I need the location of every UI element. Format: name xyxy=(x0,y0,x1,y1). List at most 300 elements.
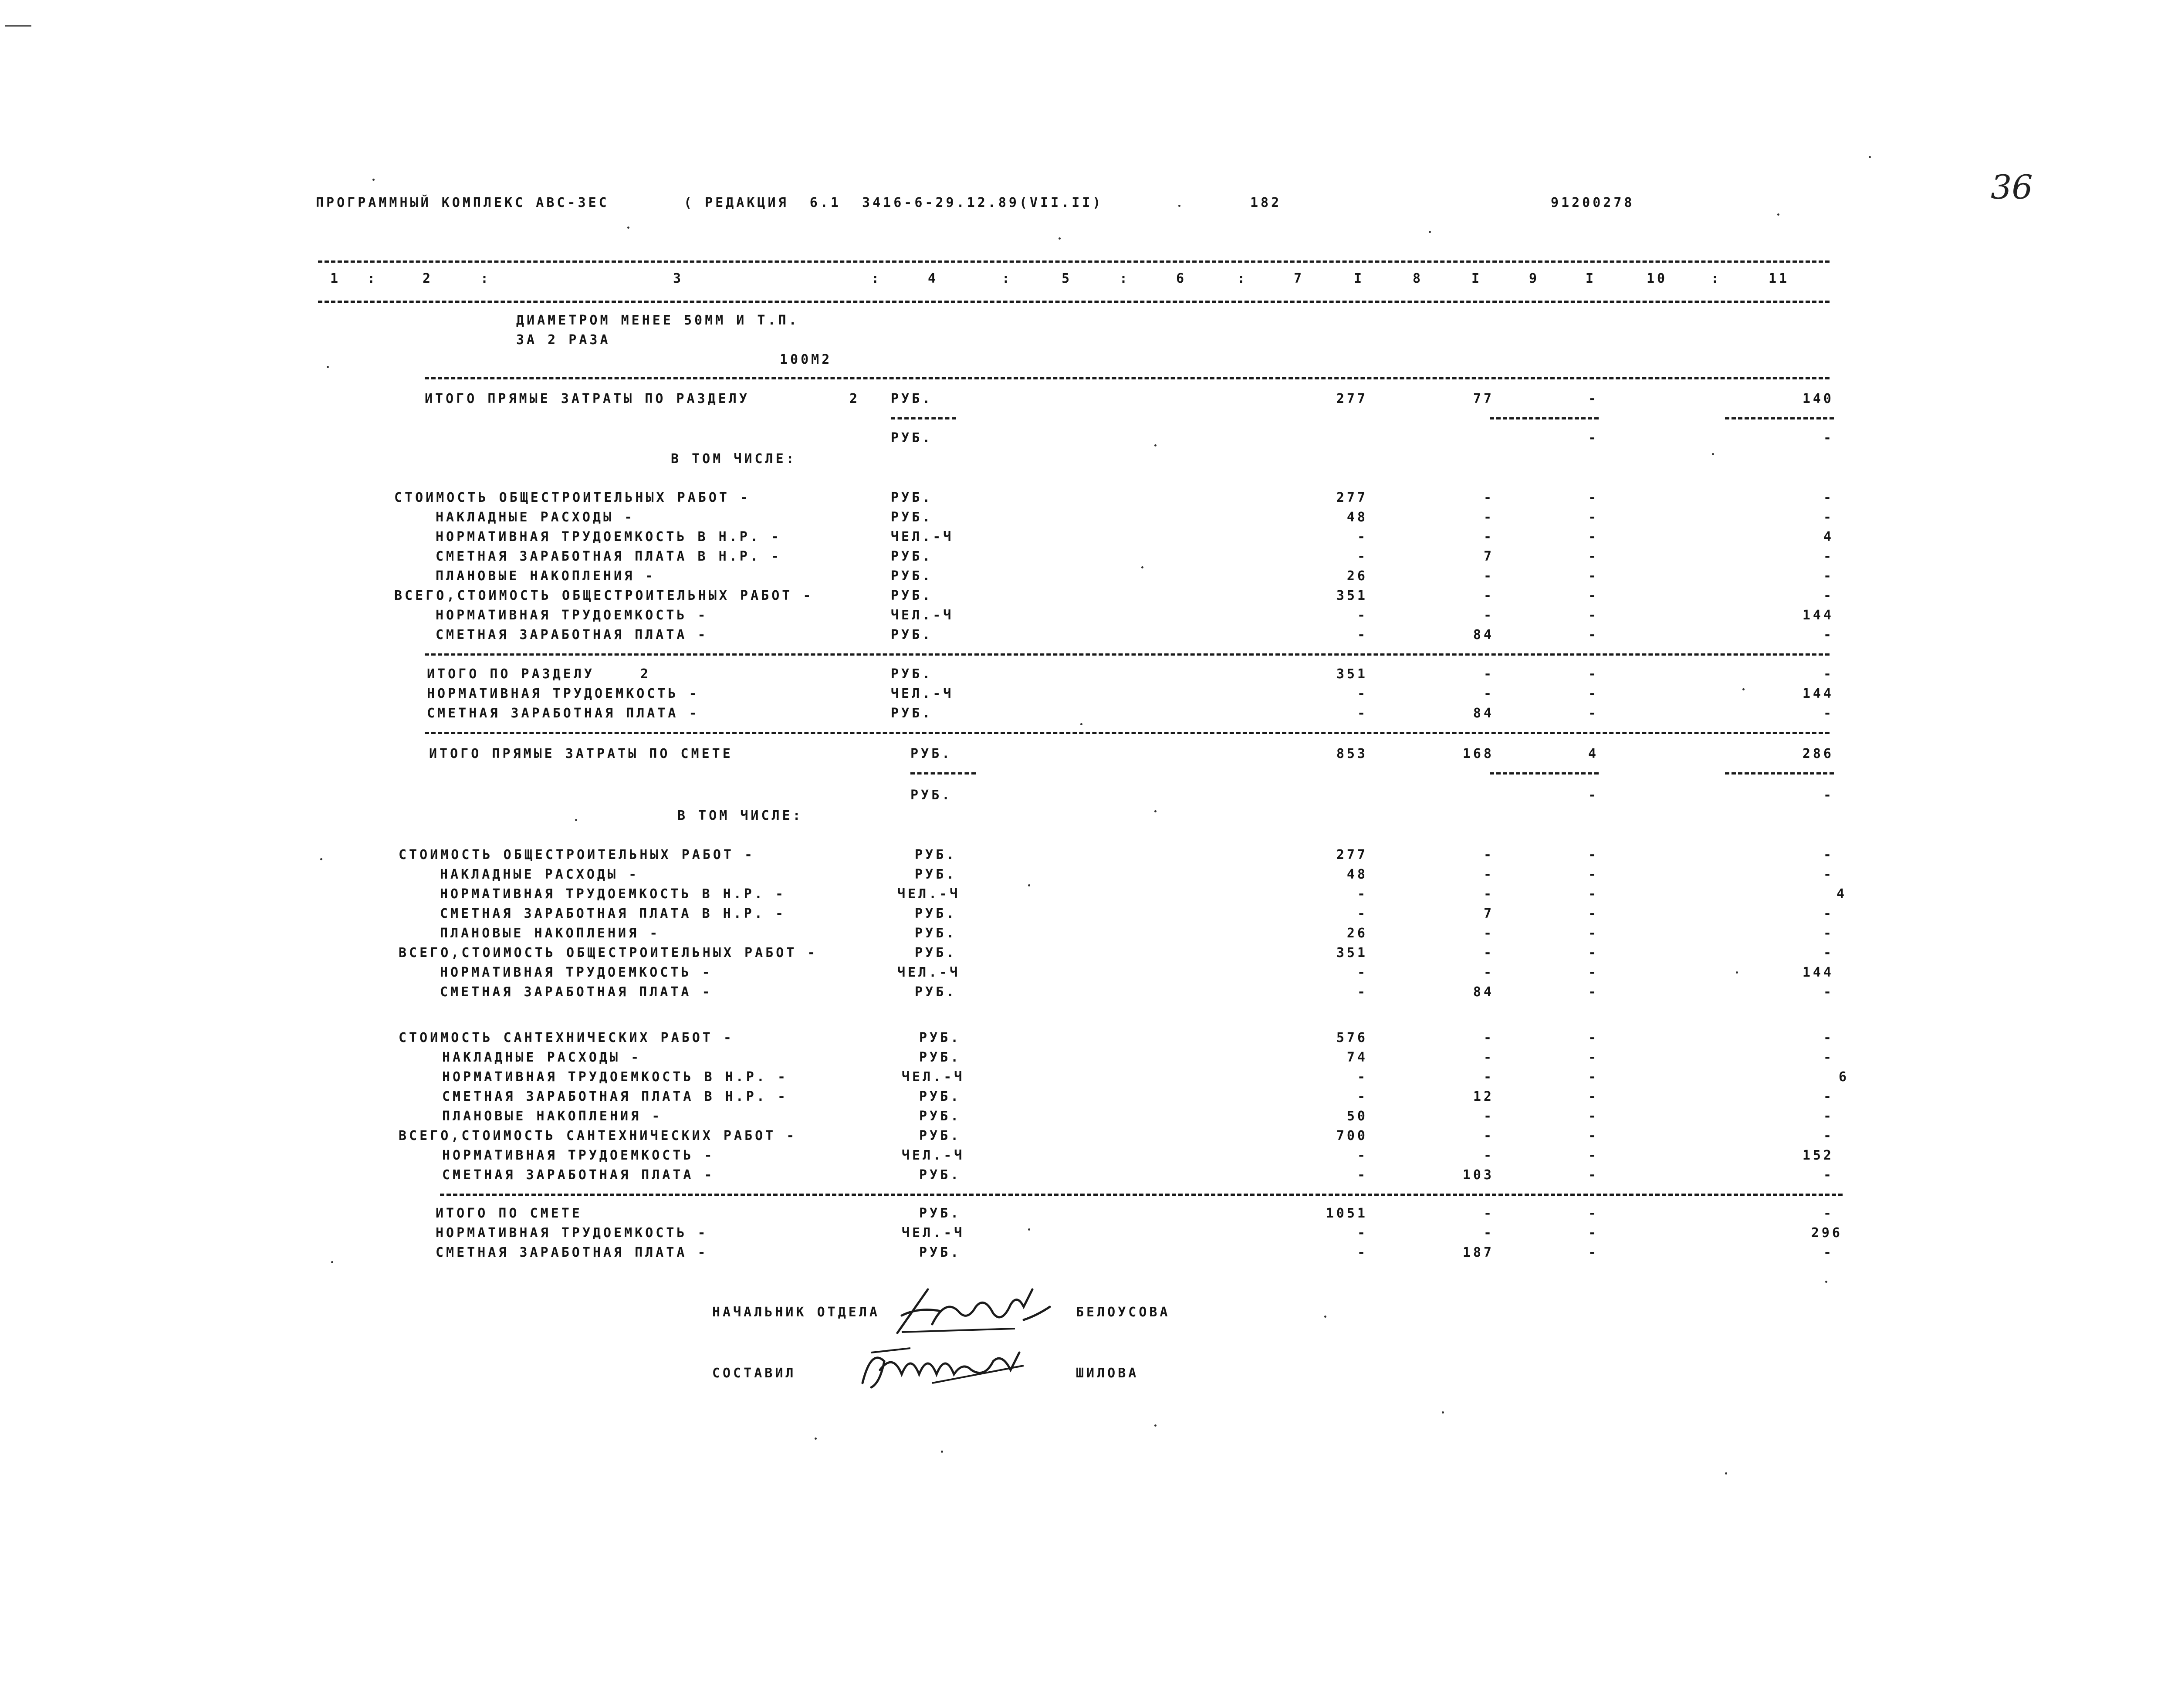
estimate-direct-unit-2: РУБ. xyxy=(910,788,953,803)
row-c9: - xyxy=(1588,568,1599,584)
head-of-department-name: БЕЛОУСОВА xyxy=(1076,1305,1170,1320)
row-c7: - xyxy=(1357,686,1368,701)
work-description-line1: ДИАМЕТРОМ МЕНЕЕ 50ММ И Т.П. xyxy=(516,313,799,328)
row-c9: - xyxy=(1588,686,1599,701)
scan-speck xyxy=(1777,213,1779,216)
work-description-line2: ЗА 2 РАЗА xyxy=(516,332,611,348)
scan-speck xyxy=(1442,1411,1444,1414)
row-unit: РУБ. xyxy=(891,706,933,721)
row-c8: - xyxy=(1483,529,1494,545)
compiler-name: ШИЛОВА xyxy=(1076,1366,1139,1381)
row-unit: РУБ. xyxy=(891,568,933,584)
unit-underline xyxy=(910,772,976,775)
row-unit: ЧЕЛ.-Ч xyxy=(902,1225,965,1241)
row-label: НОРМАТИВНАЯ ТРУДОЕМКОСТЬ В Н.Р. - xyxy=(440,886,786,902)
row-label: ВСЕГО,СТОИМОСТЬ САНТЕХНИЧЕСКИХ РАБОТ - xyxy=(399,1128,797,1143)
row-unit: РУБ. xyxy=(915,926,957,941)
row-unit: РУБ. xyxy=(919,1050,961,1065)
row-c9: - xyxy=(1588,1206,1599,1221)
row-c11: - xyxy=(1823,568,1834,584)
section-direct-unit: РУБ. xyxy=(891,391,933,406)
estimate-direct-c7: 853 xyxy=(1336,746,1368,761)
row-c9: - xyxy=(1588,549,1599,564)
row-label: НОРМАТИВНАЯ ТРУДОЕМКОСТЬ - xyxy=(440,965,713,980)
page-number: 182 xyxy=(1250,195,1282,210)
row-unit: РУБ. xyxy=(919,1089,961,1104)
row-c11: - xyxy=(1823,549,1834,564)
row-label: СМЕТНАЯ ЗАРАБОТНАЯ ПЛАТА - xyxy=(440,984,713,1000)
estimate-direct-unit: РУБ. xyxy=(910,746,953,761)
row-c8: 84 xyxy=(1473,984,1494,1000)
document-code: 91200278 xyxy=(1551,195,1635,210)
table-row xyxy=(0,965,2178,982)
scan-speck xyxy=(1028,1228,1030,1231)
rule-before-estimate-direct xyxy=(425,732,1830,734)
row-c8: 103 xyxy=(1462,1167,1494,1183)
row-c9: - xyxy=(1588,926,1599,941)
row-c7: 351 xyxy=(1336,945,1368,961)
rule-before-section-total xyxy=(425,653,1830,656)
row-c9: - xyxy=(1588,706,1599,721)
row-c8: - xyxy=(1483,1050,1494,1065)
row-c9: - xyxy=(1588,1050,1599,1065)
section-direct-c11: 140 xyxy=(1802,391,1834,406)
section-direct-c7: 277 xyxy=(1336,391,1368,406)
scan-speck xyxy=(1712,453,1714,455)
head-of-department-title: НАЧАЛЬНИК ОТДЕЛА xyxy=(712,1305,880,1320)
row-c7: - xyxy=(1357,906,1368,921)
row-c8: - xyxy=(1483,847,1494,862)
section-direct-number: 2 xyxy=(849,391,860,406)
table-row xyxy=(0,1128,2178,1146)
row-c11: - xyxy=(1823,1050,1834,1065)
estimate-direct-row xyxy=(0,746,2178,764)
row-c11: - xyxy=(1823,588,1834,603)
row-label: СТОИМОСТЬ ОБЩЕСТРОИТЕЛЬНЫХ РАБОТ - xyxy=(394,490,751,505)
row-c11: - xyxy=(1823,510,1834,525)
header-top-rule xyxy=(318,260,1830,263)
row-unit: РУБ. xyxy=(919,1109,961,1124)
program-name: ПРОГРАММНЫЙ КОМПЛЕКС АВС-ЗЕС xyxy=(316,195,609,210)
row-c11: 6 xyxy=(1838,1069,1849,1085)
col-header-11: 11 xyxy=(1769,271,1790,286)
row-c9: - xyxy=(1588,906,1599,921)
row-unit: РУБ. xyxy=(891,490,933,505)
estimate-direct-c11: 286 xyxy=(1802,746,1834,761)
scan-speck xyxy=(1141,566,1143,568)
row-label: НОРМАТИВНАЯ ТРУДОЕМКОСТЬ В Н.Р. - xyxy=(442,1069,788,1085)
row-c11: 4 xyxy=(1836,886,1847,902)
row-unit: РУБ. xyxy=(919,1167,961,1183)
row-label: СМЕТНАЯ ЗАРАБОТНАЯ ПЛАТА В Н.Р. - xyxy=(440,906,786,921)
row-label: ВСЕГО,СТОИМОСТЬ ОБЩЕСТРОИТЕЛЬНЫХ РАБОТ - xyxy=(394,588,814,603)
row-c11: - xyxy=(1823,1167,1834,1183)
row-c9: - xyxy=(1588,510,1599,525)
table-row xyxy=(0,926,2178,943)
row-c11: 4 xyxy=(1823,529,1834,545)
c11-underline xyxy=(1725,417,1834,419)
row-label: СМЕТНАЯ ЗАРАБОТНАЯ ПЛАТА В Н.Р. - xyxy=(436,549,782,564)
row-c7: - xyxy=(1357,1148,1368,1163)
table-row xyxy=(0,1069,2178,1087)
scan-speck xyxy=(327,366,329,368)
col-header-10: 10 xyxy=(1647,271,1668,286)
row-c11: - xyxy=(1823,847,1834,862)
row-unit: ЧЕЛ.-Ч xyxy=(897,886,960,902)
row-c8: 7 xyxy=(1483,549,1494,564)
row-c11: - xyxy=(1823,666,1834,682)
table-row xyxy=(0,1148,2178,1165)
row-label: СТОИМОСТЬ ОБЩЕСТРОИТЕЛЬНЫХ РАБОТ - xyxy=(399,847,755,862)
row-label: НОРМАТИВНАЯ ТРУДОЕМКОСТЬ В Н.Р. - xyxy=(436,529,782,545)
row-c9: - xyxy=(1588,588,1599,603)
scan-speck xyxy=(941,1451,943,1453)
table-row xyxy=(0,1030,2178,1048)
table-row xyxy=(0,906,2178,923)
row-c11: - xyxy=(1823,984,1834,1000)
row-c11: 144 xyxy=(1802,608,1834,623)
col-header-8: 8 xyxy=(1413,271,1424,286)
col-sep: : xyxy=(1119,271,1130,286)
row-c11: - xyxy=(1823,926,1834,941)
scan-speck xyxy=(1028,884,1030,886)
row-unit: РУБ. xyxy=(891,627,933,643)
scan-speck xyxy=(815,1437,817,1440)
scan-speck xyxy=(1178,205,1180,207)
table-row xyxy=(0,529,2178,547)
row-c11: 296 xyxy=(1811,1225,1843,1241)
row-c7: - xyxy=(1357,1225,1368,1241)
estimate-direct-c9b: - xyxy=(1588,788,1599,803)
row-c9: - xyxy=(1588,965,1599,980)
row-c7: - xyxy=(1357,965,1368,980)
row-c8: - xyxy=(1483,1069,1494,1085)
row-c11: 152 xyxy=(1802,1148,1834,1163)
estimate-direct-c8: 168 xyxy=(1462,746,1494,761)
row-label: ИТОГО ПО РАЗДЕЛУ xyxy=(427,666,595,682)
table-row xyxy=(0,549,2178,566)
table-row xyxy=(0,984,2178,1002)
row-c7: - xyxy=(1357,1245,1368,1260)
scan-speck xyxy=(320,858,322,860)
col-header-9: 9 xyxy=(1529,271,1540,286)
row-unit: РУБ. xyxy=(915,945,957,961)
table-row xyxy=(0,886,2178,904)
row-c8: - xyxy=(1483,867,1494,882)
row-label: НОРМАТИВНАЯ ТРУДОЕМКОСТЬ - xyxy=(436,1225,708,1241)
row-c8: 7 xyxy=(1483,906,1494,921)
row-unit: РУБ. xyxy=(891,510,933,525)
scan-speck xyxy=(575,819,577,821)
row-label: СМЕТНАЯ ЗАРАБОТНАЯ ПЛАТА - xyxy=(442,1167,715,1183)
estimate-direct-c11b: - xyxy=(1823,788,1834,803)
row-c8: - xyxy=(1483,686,1494,701)
col-sep: : xyxy=(871,271,882,286)
table-row xyxy=(0,588,2178,605)
row-c11: - xyxy=(1823,1245,1834,1260)
scan-speck xyxy=(1736,971,1738,974)
row-extra: 2 xyxy=(640,666,651,682)
row-c9: - xyxy=(1588,627,1599,643)
row-c8: - xyxy=(1483,1225,1494,1241)
row-unit: ЧЕЛ.-Ч xyxy=(891,686,954,701)
row-label: НОРМАТИВНАЯ ТРУДОЕМКОСТЬ - xyxy=(436,608,708,623)
row-c11: - xyxy=(1823,1089,1834,1104)
table-row xyxy=(0,1167,2178,1185)
row-c9: - xyxy=(1588,867,1599,882)
row-unit: РУБ. xyxy=(919,1206,961,1221)
work-unit: 100М2 xyxy=(780,352,832,367)
row-c9: - xyxy=(1588,1089,1599,1104)
c9-underline xyxy=(1490,772,1599,775)
row-unit: ЧЕЛ.-Ч xyxy=(891,608,954,623)
table-row xyxy=(0,490,2178,507)
section-direct-unit-2: РУБ. xyxy=(891,430,933,446)
block-plumbing xyxy=(0,1030,2178,1187)
rule-before-estimate-total xyxy=(440,1194,1843,1196)
table-row xyxy=(0,847,2178,865)
row-unit: РУБ. xyxy=(891,549,933,564)
section-direct-c8: 77 xyxy=(1473,391,1494,406)
row-c7: 1051 xyxy=(1326,1206,1368,1221)
row-c11: - xyxy=(1823,490,1834,505)
row-c9: - xyxy=(1588,847,1599,862)
corner-mark xyxy=(5,25,31,27)
row-c9: - xyxy=(1588,490,1599,505)
row-c8: - xyxy=(1483,1109,1494,1124)
row-c11: - xyxy=(1823,706,1834,721)
row-c11: - xyxy=(1823,867,1834,882)
unit-underline xyxy=(891,417,956,419)
col-header-7: 7 xyxy=(1294,271,1305,286)
col-header-2: 2 xyxy=(423,271,433,286)
table-row xyxy=(0,867,2178,884)
block-general-1 xyxy=(0,490,2178,647)
row-c9: - xyxy=(1588,1109,1599,1124)
row-label: СМЕТНАЯ ЗАРАБОТНАЯ ПЛАТА В Н.Р. - xyxy=(442,1089,788,1104)
row-c8: - xyxy=(1483,886,1494,902)
col-sep: : xyxy=(367,271,378,286)
scan-speck xyxy=(627,227,629,229)
scan-speck xyxy=(1869,156,1871,158)
c9-underline xyxy=(1490,417,1599,419)
edition-info: ( РЕДАКЦИЯ 6.1 3416-6-29.12.89(VII.II) xyxy=(684,195,1103,210)
table-row xyxy=(0,945,2178,963)
scan-speck xyxy=(1825,1281,1827,1283)
row-c7: 48 xyxy=(1346,510,1368,525)
row-c7: - xyxy=(1357,529,1368,545)
col-header-3: 3 xyxy=(673,271,684,286)
row-unit: РУБ. xyxy=(919,1030,961,1045)
row-c9: - xyxy=(1588,1167,1599,1183)
row-label: НАКЛАДНЫЕ РАСХОДЫ - xyxy=(436,510,635,525)
rule-before-section-direct xyxy=(425,377,1830,379)
head-signature xyxy=(893,1281,1059,1342)
row-unit: ЧЕЛ.-Ч xyxy=(891,529,954,545)
scan-speck xyxy=(1742,688,1745,690)
row-c7: - xyxy=(1357,886,1368,902)
section-direct-c9b: - xyxy=(1588,430,1599,446)
table-row xyxy=(0,608,2178,625)
row-c7: 50 xyxy=(1346,1109,1368,1124)
row-c11: - xyxy=(1823,1109,1834,1124)
row-c11: - xyxy=(1823,627,1834,643)
section-direct-label: ИТОГО ПРЯМЫЕ ЗАТРАТЫ ПО РАЗДЕЛУ xyxy=(425,391,750,406)
row-label: СТОИМОСТЬ САНТЕХНИЧЕСКИХ РАБОТ - xyxy=(399,1030,734,1045)
row-c11: - xyxy=(1823,1128,1834,1143)
c11-underline xyxy=(1725,772,1834,775)
compiler-title: СОСТАВИЛ xyxy=(712,1366,796,1381)
row-c8: - xyxy=(1483,608,1494,623)
section-direct-c11b: - xyxy=(1823,430,1834,446)
section-direct-row-2 xyxy=(0,430,2178,448)
row-c7: - xyxy=(1357,1069,1368,1085)
row-unit: РУБ. xyxy=(919,1128,961,1143)
section-direct-row xyxy=(0,391,2178,409)
row-c9: - xyxy=(1588,666,1599,682)
row-c8: - xyxy=(1483,1128,1494,1143)
row-c8: - xyxy=(1483,510,1494,525)
row-c9: - xyxy=(1588,1030,1599,1045)
row-c8: 84 xyxy=(1473,627,1494,643)
row-c8: - xyxy=(1483,945,1494,961)
row-c8: - xyxy=(1483,666,1494,682)
col-header-5: 5 xyxy=(1062,271,1072,286)
estimate-direct-label: ИТОГО ПРЯМЫЕ ЗАТРАТЫ ПО СМЕТЕ xyxy=(429,746,733,761)
column-header-row xyxy=(0,271,2178,288)
row-c9: - xyxy=(1588,1069,1599,1085)
row-unit: ЧЕЛ.-Ч xyxy=(897,965,960,980)
scan-speck xyxy=(331,1261,333,1263)
row-c8: - xyxy=(1483,588,1494,603)
row-c7: 351 xyxy=(1336,588,1368,603)
col-sep: I xyxy=(1471,271,1482,286)
row-label: ПЛАНОВЫЕ НАКОПЛЕНИЯ - xyxy=(442,1109,663,1124)
estimate-direct-row-2 xyxy=(0,788,2178,805)
row-c7: 351 xyxy=(1336,666,1368,682)
header-bottom-rule xyxy=(318,301,1830,303)
row-label: НАКЛАДНЫЕ РАСХОДЫ - xyxy=(442,1050,642,1065)
row-c7: 26 xyxy=(1346,568,1368,584)
row-c9: - xyxy=(1588,984,1599,1000)
row-c8: 187 xyxy=(1462,1245,1494,1260)
row-c9: - xyxy=(1588,945,1599,961)
scan-speck xyxy=(1059,237,1061,240)
table-row xyxy=(0,568,2178,586)
row-label: СМЕТНАЯ ЗАРАБОТНАЯ ПЛАТА - xyxy=(436,1245,708,1260)
in-that-number-1: В ТОМ ЧИСЛЕ: xyxy=(671,451,797,467)
row-c9: - xyxy=(1588,1128,1599,1143)
in-that-number-2: В ТОМ ЧИСЛЕ: xyxy=(677,808,803,823)
col-header-6: 6 xyxy=(1176,271,1187,286)
row-c8: - xyxy=(1483,490,1494,505)
row-c9: - xyxy=(1588,1245,1599,1260)
section-total-block xyxy=(0,666,2178,727)
table-row xyxy=(0,1050,2178,1067)
row-c7: 26 xyxy=(1346,926,1368,941)
table-row xyxy=(0,1089,2178,1106)
scan-speck xyxy=(372,179,375,181)
row-c7: - xyxy=(1357,627,1368,643)
row-c11: 144 xyxy=(1802,965,1834,980)
row-c8: 12 xyxy=(1473,1089,1494,1104)
row-c9: - xyxy=(1588,886,1599,902)
row-label: СМЕТНАЯ ЗАРАБОТНАЯ ПЛАТА - xyxy=(436,627,708,643)
table-row xyxy=(0,1225,2178,1243)
row-c7: - xyxy=(1357,1167,1368,1183)
row-unit: РУБ. xyxy=(915,984,957,1000)
col-sep: : xyxy=(1237,271,1248,286)
row-label: ИТОГО ПО СМЕТЕ xyxy=(436,1206,582,1221)
row-c8: - xyxy=(1483,1206,1494,1221)
row-c7: - xyxy=(1357,1089,1368,1104)
row-label: ПЛАНОВЫЕ НАКОПЛЕНИЯ - xyxy=(436,568,656,584)
col-sep: : xyxy=(1002,271,1013,286)
table-row xyxy=(0,686,2178,703)
row-c8: - xyxy=(1483,965,1494,980)
scan-speck xyxy=(1725,1472,1727,1475)
col-sep: I xyxy=(1354,271,1365,286)
row-c11: 144 xyxy=(1802,686,1834,701)
col-sep: : xyxy=(1711,271,1722,286)
section-direct-c9: - xyxy=(1588,391,1599,406)
row-unit: РУБ. xyxy=(919,1245,961,1260)
table-row xyxy=(0,1109,2178,1126)
row-c11: - xyxy=(1823,1206,1834,1221)
scan-speck xyxy=(1154,444,1157,446)
table-row xyxy=(0,666,2178,684)
row-c8: - xyxy=(1483,568,1494,584)
row-label: ПЛАНОВЫЕ НАКОПЛЕНИЯ - xyxy=(440,926,660,941)
estimate-total-block xyxy=(0,1206,2178,1267)
row-unit: ЧЕЛ.-Ч xyxy=(902,1148,965,1163)
row-unit: ЧЕЛ.-Ч xyxy=(902,1069,965,1085)
scan-speck xyxy=(1429,231,1431,233)
compiler-signature xyxy=(854,1335,1037,1400)
col-header-4: 4 xyxy=(928,271,939,286)
row-c8: 84 xyxy=(1473,706,1494,721)
col-sep: I xyxy=(1586,271,1596,286)
row-label: СМЕТНАЯ ЗАРАБОТНАЯ ПЛАТА - xyxy=(427,706,700,721)
row-c8: - xyxy=(1483,1030,1494,1045)
row-c7: 700 xyxy=(1336,1128,1368,1143)
row-c11: - xyxy=(1823,1030,1834,1045)
row-unit: РУБ. xyxy=(915,847,957,862)
row-c8: - xyxy=(1483,926,1494,941)
row-c7: 277 xyxy=(1336,847,1368,862)
row-c7: - xyxy=(1357,984,1368,1000)
row-label: ВСЕГО,СТОИМОСТЬ ОБЩЕСТРОИТЕЛЬНЫХ РАБОТ - xyxy=(399,945,818,961)
row-label: НОРМАТИВНАЯ ТРУДОЕМКОСТЬ - xyxy=(442,1148,715,1163)
table-row xyxy=(0,510,2178,527)
row-unit: РУБ. xyxy=(891,588,933,603)
row-c7: - xyxy=(1357,549,1368,564)
col-sep: : xyxy=(480,271,491,286)
row-unit: РУБ. xyxy=(915,906,957,921)
estimate-direct-c9: 4 xyxy=(1588,746,1599,761)
table-row xyxy=(0,706,2178,723)
row-label: НОРМАТИВНАЯ ТРУДОЕМКОСТЬ - xyxy=(427,686,700,701)
block-general-2 xyxy=(0,847,2178,1004)
row-unit: РУБ. xyxy=(915,867,957,882)
row-c7: 277 xyxy=(1336,490,1368,505)
row-c9: - xyxy=(1588,608,1599,623)
row-c7: - xyxy=(1357,706,1368,721)
row-c11: - xyxy=(1823,945,1834,961)
row-label: НАКЛАДНЫЕ РАСХОДЫ - xyxy=(440,867,639,882)
row-c11: - xyxy=(1823,906,1834,921)
row-c9: - xyxy=(1588,1148,1599,1163)
